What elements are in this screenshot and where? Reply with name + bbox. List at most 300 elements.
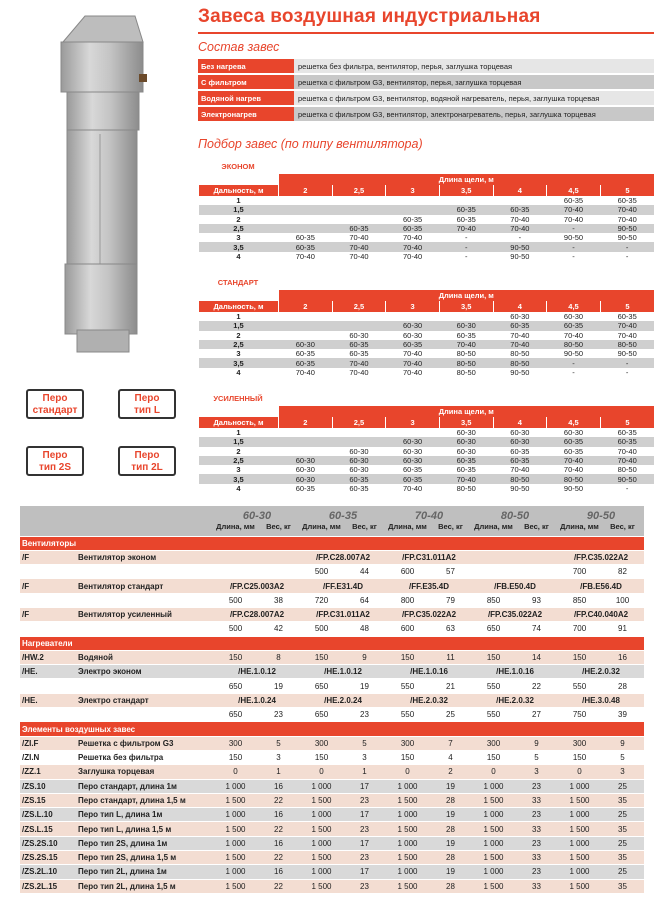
value-cell: 1 000	[386, 836, 429, 850]
slot-length-col: 4	[493, 185, 547, 196]
selection-heading: Подбор завес (по типу вентилятора)	[198, 137, 423, 151]
selection-cell: 80-50	[600, 340, 654, 349]
item-name	[76, 565, 214, 579]
selection-cell: 60-30	[279, 456, 333, 465]
slot-length-col: 2,5	[332, 185, 386, 196]
slot-length-col: 3,5	[439, 417, 493, 428]
weight-label: Вес, кг	[352, 522, 377, 532]
price-row	[20, 836, 644, 850]
selection-cell: 4	[199, 368, 279, 377]
item-name: Электро стандарт	[76, 693, 214, 707]
selection-cell: 2	[199, 447, 279, 456]
value-cell: 3	[343, 750, 386, 764]
selection-cell: 60-35	[439, 456, 493, 465]
selection-cell: -	[600, 252, 654, 261]
value-cell: 5	[515, 750, 558, 764]
value-cell: 79	[429, 593, 472, 607]
selection-cell	[439, 312, 493, 321]
selection-cell	[493, 196, 547, 205]
selection-row	[199, 474, 655, 483]
selection-cell: 60-30	[386, 447, 440, 456]
selection-cell: 60-30	[439, 321, 493, 330]
selection-cell: -	[439, 233, 493, 242]
item-code: /ZS.2S.15	[20, 851, 76, 865]
value-cell: 500	[300, 622, 343, 636]
selection-cell: -	[439, 242, 493, 251]
value-cell: 35	[601, 879, 644, 893]
price-row	[20, 822, 644, 836]
value-cell: 1 000	[472, 808, 515, 822]
selection-cell: 60-30	[547, 312, 601, 321]
model-cell: /HE.2.0.32	[558, 665, 644, 679]
selection-cell: 80-50	[493, 349, 547, 358]
value-cell: 22	[257, 822, 300, 836]
value-cell: 150	[386, 650, 429, 664]
value-cell: 1 500	[386, 879, 429, 893]
selection-cell: 70-40	[600, 321, 654, 330]
price-row	[20, 793, 644, 807]
value-cell: 1 000	[386, 865, 429, 879]
value-cell: 1 000	[472, 865, 515, 879]
selection-cell: 70-40	[332, 358, 386, 367]
selection-cell: 80-50	[493, 474, 547, 483]
selection-cell: 60-30	[547, 428, 601, 437]
selection-cell	[279, 196, 333, 205]
selection-cell: -	[600, 358, 654, 367]
selection-cell: 60-35	[493, 321, 547, 330]
value-cell: 1 500	[472, 879, 515, 893]
price-group-row: Нагреватели	[20, 636, 644, 650]
value-cell: 21	[429, 679, 472, 693]
price-row	[20, 593, 644, 607]
selection-cell	[386, 312, 440, 321]
value-cell: 150	[300, 650, 343, 664]
selection-row	[199, 484, 655, 493]
item-code: /ZS.L.15	[20, 822, 76, 836]
item-name: Перо стандарт, длина 1м	[76, 779, 214, 793]
item-code: /HE.	[20, 665, 76, 679]
value-cell: 16	[601, 650, 644, 664]
value-cell: 550	[386, 679, 429, 693]
selection-cell: 1,5	[199, 437, 279, 446]
value-cell: 23	[343, 708, 386, 722]
selection-cell: 60-35	[439, 205, 493, 214]
value-cell: 3	[601, 765, 644, 779]
selection-cell: 1	[199, 428, 279, 437]
selection-cell: 70-40	[547, 465, 601, 474]
value-cell: 300	[386, 736, 429, 750]
model-cell: /FP.C35.022A2	[386, 607, 472, 621]
value-cell: 1 000	[558, 779, 601, 793]
value-cell: 17	[343, 779, 386, 793]
selection-row	[199, 224, 655, 233]
item-code	[20, 679, 76, 693]
selection-cell: 60-30	[493, 437, 547, 446]
value-cell: 28	[429, 822, 472, 836]
selection-cell: 60-30	[493, 428, 547, 437]
item-name: Заглушка торцевая	[76, 765, 214, 779]
model-cell: /FP.C28.007A2	[214, 607, 300, 621]
selection-cell: 60-30	[279, 474, 333, 483]
selection-cell	[386, 428, 440, 437]
size-label: 60-35	[328, 510, 358, 523]
model-cell: /FP.C35.022A2	[558, 550, 644, 564]
value-cell: 1 000	[300, 779, 343, 793]
selection-cell: 80-50	[547, 474, 601, 483]
value-cell: 1 000	[558, 865, 601, 879]
model-cell: /FP.C40.040A2	[558, 607, 644, 621]
item-name: Перо тип 2S, длина 1м	[76, 836, 214, 850]
selection-cell: -	[600, 242, 654, 251]
selection-cell: 60-30	[332, 331, 386, 340]
value-cell: 35	[601, 793, 644, 807]
slot-length-col: 2	[279, 417, 333, 428]
selection-row	[199, 349, 655, 358]
value-cell: 600	[386, 565, 429, 579]
selection-cell: 2,5	[199, 456, 279, 465]
value-cell: 23	[343, 793, 386, 807]
selection-cell	[332, 196, 386, 205]
price-row	[20, 851, 644, 865]
value-cell: 0	[472, 765, 515, 779]
value-cell: 38	[257, 593, 300, 607]
value-cell: 44	[343, 565, 386, 579]
selection-row	[199, 215, 655, 224]
value-cell: 500	[214, 593, 257, 607]
selection-cell: 2	[199, 331, 279, 340]
value-cell: 150	[472, 650, 515, 664]
selection-cell: 1	[199, 312, 279, 321]
value-cell: 23	[343, 851, 386, 865]
value-cell: 17	[343, 836, 386, 850]
selection-cell: 70-40	[279, 252, 333, 261]
selection-row	[199, 428, 655, 437]
model-cell: /HE.3.0.48	[558, 693, 644, 707]
value-cell: 19	[429, 808, 472, 822]
value-cell: 16	[257, 865, 300, 879]
value-cell: 33	[515, 851, 558, 865]
value-cell: 1 500	[558, 793, 601, 807]
value-cell: 650	[300, 679, 343, 693]
selection-cell: -	[547, 368, 601, 377]
item-name: Перо тип 2L, длина 1м	[76, 865, 214, 879]
length-label: Длина, мм	[388, 522, 427, 532]
selection-cell: 60-30	[332, 447, 386, 456]
value-cell: 5	[601, 750, 644, 764]
selection-cell: 80-50	[439, 349, 493, 358]
selection-cell: 60-30	[386, 437, 440, 446]
selection-cell: 60-35	[279, 233, 333, 242]
model-cell: /FP.C31.011A2	[386, 550, 472, 564]
length-label: Длина, мм	[302, 522, 341, 532]
size-label: 70-40	[414, 510, 444, 523]
value-cell: 19	[429, 836, 472, 850]
value-cell: 150	[558, 750, 601, 764]
selection-cell: 60-30	[386, 456, 440, 465]
value-cell: 19	[257, 679, 300, 693]
value-cell: 1 000	[214, 836, 257, 850]
distance-header: Дальность, м	[199, 185, 279, 196]
value-cell: 25	[601, 779, 644, 793]
item-code	[20, 593, 76, 607]
selection-cell: 2	[199, 215, 279, 224]
value-cell: 0	[558, 765, 601, 779]
value-cell: 28	[601, 679, 644, 693]
selection-row	[199, 233, 655, 242]
value-cell: 1 000	[214, 865, 257, 879]
selection-cell: 70-40	[332, 252, 386, 261]
selection-cell: 3,5	[199, 474, 279, 483]
item-name: Перо тип L, длина 1м	[76, 808, 214, 822]
item-code	[20, 622, 76, 636]
selection-cell: 60-30	[386, 331, 440, 340]
item-name: Электро эконом	[76, 665, 214, 679]
value-cell: 300	[300, 736, 343, 750]
model-cell: /FP.C28.007A2	[300, 550, 386, 564]
item-code: /ZI.F	[20, 736, 76, 750]
value-cell: 23	[515, 836, 558, 850]
selection-cell: 2,5	[199, 224, 279, 233]
value-cell: 28	[429, 793, 472, 807]
selection-cell	[332, 312, 386, 321]
value-cell: 650	[300, 708, 343, 722]
selection-cell: 60-35	[600, 196, 654, 205]
selection-cell: 70-40	[547, 205, 601, 214]
air-curtain-unit-image	[55, 14, 150, 354]
selection-cell: -	[547, 224, 601, 233]
selection-cell: 60-35	[332, 484, 386, 493]
title-underline	[198, 32, 654, 34]
selection-cell: 80-50	[547, 340, 601, 349]
slot-length-col: 5	[600, 417, 654, 428]
selection-cell: 60-35	[332, 349, 386, 358]
price-row	[20, 865, 644, 879]
value-cell: 300	[472, 736, 515, 750]
value-cell	[257, 550, 300, 564]
value-cell: 550	[386, 708, 429, 722]
selection-cell: 70-40	[386, 349, 440, 358]
selection-cell: 80-50	[600, 465, 654, 474]
length-label: Длина, мм	[216, 522, 255, 532]
price-row	[20, 808, 644, 822]
selection-row	[199, 321, 655, 330]
selection-cell: 70-40	[386, 242, 440, 251]
value-cell: 1 000	[300, 865, 343, 879]
model-cell: /HE.1.0.16	[472, 665, 558, 679]
selection-row	[199, 252, 655, 261]
value-cell: 33	[515, 879, 558, 893]
value-cell: 23	[515, 808, 558, 822]
selection-cell: 80-50	[439, 484, 493, 493]
selection-cell: 3,5	[199, 358, 279, 367]
selection-cell: 70-40	[332, 242, 386, 251]
item-name: Решетка с фильтром G3	[76, 736, 214, 750]
selection-cell: 90-50	[547, 484, 601, 493]
selection-cell: 70-40	[547, 331, 601, 340]
selection-cell: 70-40	[386, 233, 440, 242]
selection-cell: 60-35	[439, 331, 493, 340]
selection-cell: 70-40	[493, 465, 547, 474]
item-name: Перо тип 2S, длина 1,5 м	[76, 851, 214, 865]
value-cell: 1 500	[214, 851, 257, 865]
value-cell: 22	[257, 879, 300, 893]
selection-cell: 90-50	[493, 368, 547, 377]
selection-cell: 60-35	[386, 340, 440, 349]
slot-length-col: 4	[493, 417, 547, 428]
selection-cell: 60-35	[386, 224, 440, 233]
selection-cell: 1	[199, 196, 279, 205]
item-code: /ZS.15	[20, 793, 76, 807]
value-cell: 700	[558, 622, 601, 636]
value-cell: 33	[515, 793, 558, 807]
item-name: Вентилятор усиленный	[76, 607, 214, 621]
slot-length-col: 2,5	[332, 417, 386, 428]
distance-header: Дальность, м	[199, 417, 279, 428]
value-cell: 150	[386, 750, 429, 764]
selection-cell	[279, 447, 333, 456]
slot-length-col: 3,5	[439, 301, 493, 312]
model-cell: /HE.1.0.16	[386, 665, 472, 679]
value-cell: 8	[257, 650, 300, 664]
value-cell: 91	[601, 622, 644, 636]
value-cell: 500	[300, 565, 343, 579]
value-cell: 16	[257, 836, 300, 850]
value-cell: 1 500	[558, 822, 601, 836]
model-cell: /FF.E31.4D	[300, 579, 386, 593]
selection-cell: -	[547, 242, 601, 251]
model-cell: /FP.C35.022A2	[472, 607, 558, 621]
price-row	[20, 550, 644, 564]
selection-cell	[332, 215, 386, 224]
price-group-row: Вентиляторы	[20, 536, 644, 550]
value-cell: 93	[515, 593, 558, 607]
item-code: /HW.2	[20, 650, 76, 664]
page-title: Завеса воздушная индустриальная	[198, 6, 541, 27]
selection-row	[199, 456, 655, 465]
value-cell: 57	[429, 565, 472, 579]
selection-cell: 60-35	[279, 358, 333, 367]
selection-cell: -	[600, 368, 654, 377]
value-cell: 0	[300, 765, 343, 779]
feather-standard-icon: Перо стандарт	[14, 383, 94, 421]
length-label: Длина, мм	[560, 522, 599, 532]
selection-cell: 60-35	[332, 474, 386, 483]
selection-row	[199, 205, 655, 214]
selection-cell: 60-30	[439, 428, 493, 437]
price-row	[20, 607, 644, 621]
value-cell: 1 000	[558, 808, 601, 822]
selection-table-name: УСИЛЕННЫЙ	[213, 394, 263, 403]
item-name	[76, 679, 214, 693]
selection-cell: 60-35	[493, 456, 547, 465]
selection-cell	[439, 196, 493, 205]
model-cell: /FF.E35.4D	[386, 579, 472, 593]
value-cell: 25	[601, 836, 644, 850]
value-cell: 650	[472, 622, 515, 636]
selection-cell: -	[439, 252, 493, 261]
value-cell: 35	[601, 851, 644, 865]
value-cell: 23	[343, 879, 386, 893]
selection-cell	[279, 321, 333, 330]
slot-length-header: Длина щели, м	[279, 290, 655, 301]
selection-row	[199, 340, 655, 349]
selection-cell: 90-50	[600, 474, 654, 483]
selection-cell: 60-35	[600, 428, 654, 437]
slot-length-col: 4,5	[547, 301, 601, 312]
value-cell: 1 000	[472, 779, 515, 793]
price-row	[20, 665, 644, 679]
selection-cell: 70-40	[547, 215, 601, 224]
value-cell: 23	[257, 708, 300, 722]
selection-cell: 2,5	[199, 340, 279, 349]
item-name: Вентилятор стандарт	[76, 579, 214, 593]
value-cell: 0	[386, 765, 429, 779]
value-cell: 82	[601, 565, 644, 579]
selection-cell	[279, 312, 333, 321]
composition-table: Без нагрева решетка без фильтра, вентилятор, перья, заглушка торцевая С фильтром решетка с фильтром G3, вентилятор, перья, заглушка торцевая Водяной нагрев решетка с фильтром G3, вентилятор, водяной нагреватель, перья, заглушка торцевая Электронагрев решетка с фильтром G3, вентилятор, электронагреватель, перья, заглушка торцевая	[198, 59, 654, 123]
selection-cell: 60-35	[600, 437, 654, 446]
selection-table-name: ЭКОНОМ	[221, 162, 255, 171]
selection-cell: 3	[199, 233, 279, 242]
value-cell: 42	[257, 622, 300, 636]
selection-cell: 60-35	[279, 242, 333, 251]
selection-cell: 70-40	[439, 474, 493, 483]
selection-row	[199, 196, 655, 205]
selection-cell	[279, 437, 333, 446]
value-cell	[515, 550, 558, 564]
value-cell: 150	[300, 750, 343, 764]
price-table	[20, 506, 644, 894]
value-cell: 1 500	[300, 879, 343, 893]
selection-table-reinforced	[198, 394, 654, 494]
selection-cell: -	[547, 252, 601, 261]
slot-length-col: 4	[493, 301, 547, 312]
slot-length-col: 3	[386, 301, 440, 312]
price-row	[20, 779, 644, 793]
item-code	[20, 565, 76, 579]
model-cell: /FB.E56.4D	[558, 579, 644, 593]
selection-row	[199, 437, 655, 446]
item-code: /ZI.N	[20, 750, 76, 764]
value-cell: 22	[515, 679, 558, 693]
model-cell: /HE.1.0.12	[300, 665, 386, 679]
value-cell: 1 500	[386, 793, 429, 807]
value-cell: 1 500	[558, 851, 601, 865]
value-cell: 17	[343, 808, 386, 822]
item-code: /ZZ.1	[20, 765, 76, 779]
value-cell: 550	[472, 708, 515, 722]
item-name	[76, 708, 214, 722]
value-cell: 1 500	[386, 851, 429, 865]
selection-cell	[386, 196, 440, 205]
value-cell	[214, 565, 257, 579]
value-cell	[257, 565, 300, 579]
selection-cell: 90-50	[600, 349, 654, 358]
item-code: /HE.	[20, 693, 76, 707]
selection-cell	[332, 437, 386, 446]
value-cell: 1 000	[386, 808, 429, 822]
value-cell: 9	[601, 736, 644, 750]
selection-cell: 60-30	[332, 456, 386, 465]
model-cell: /HE.2.0.32	[386, 693, 472, 707]
price-row	[20, 579, 644, 593]
value-cell: 2	[429, 765, 472, 779]
selection-cell: 90-50	[547, 233, 601, 242]
item-code: /ZS.2L.15	[20, 879, 76, 893]
item-name: Перо тип L, длина 1,5 м	[76, 822, 214, 836]
value-cell: 1 000	[386, 779, 429, 793]
selection-cell: 60-35	[439, 465, 493, 474]
